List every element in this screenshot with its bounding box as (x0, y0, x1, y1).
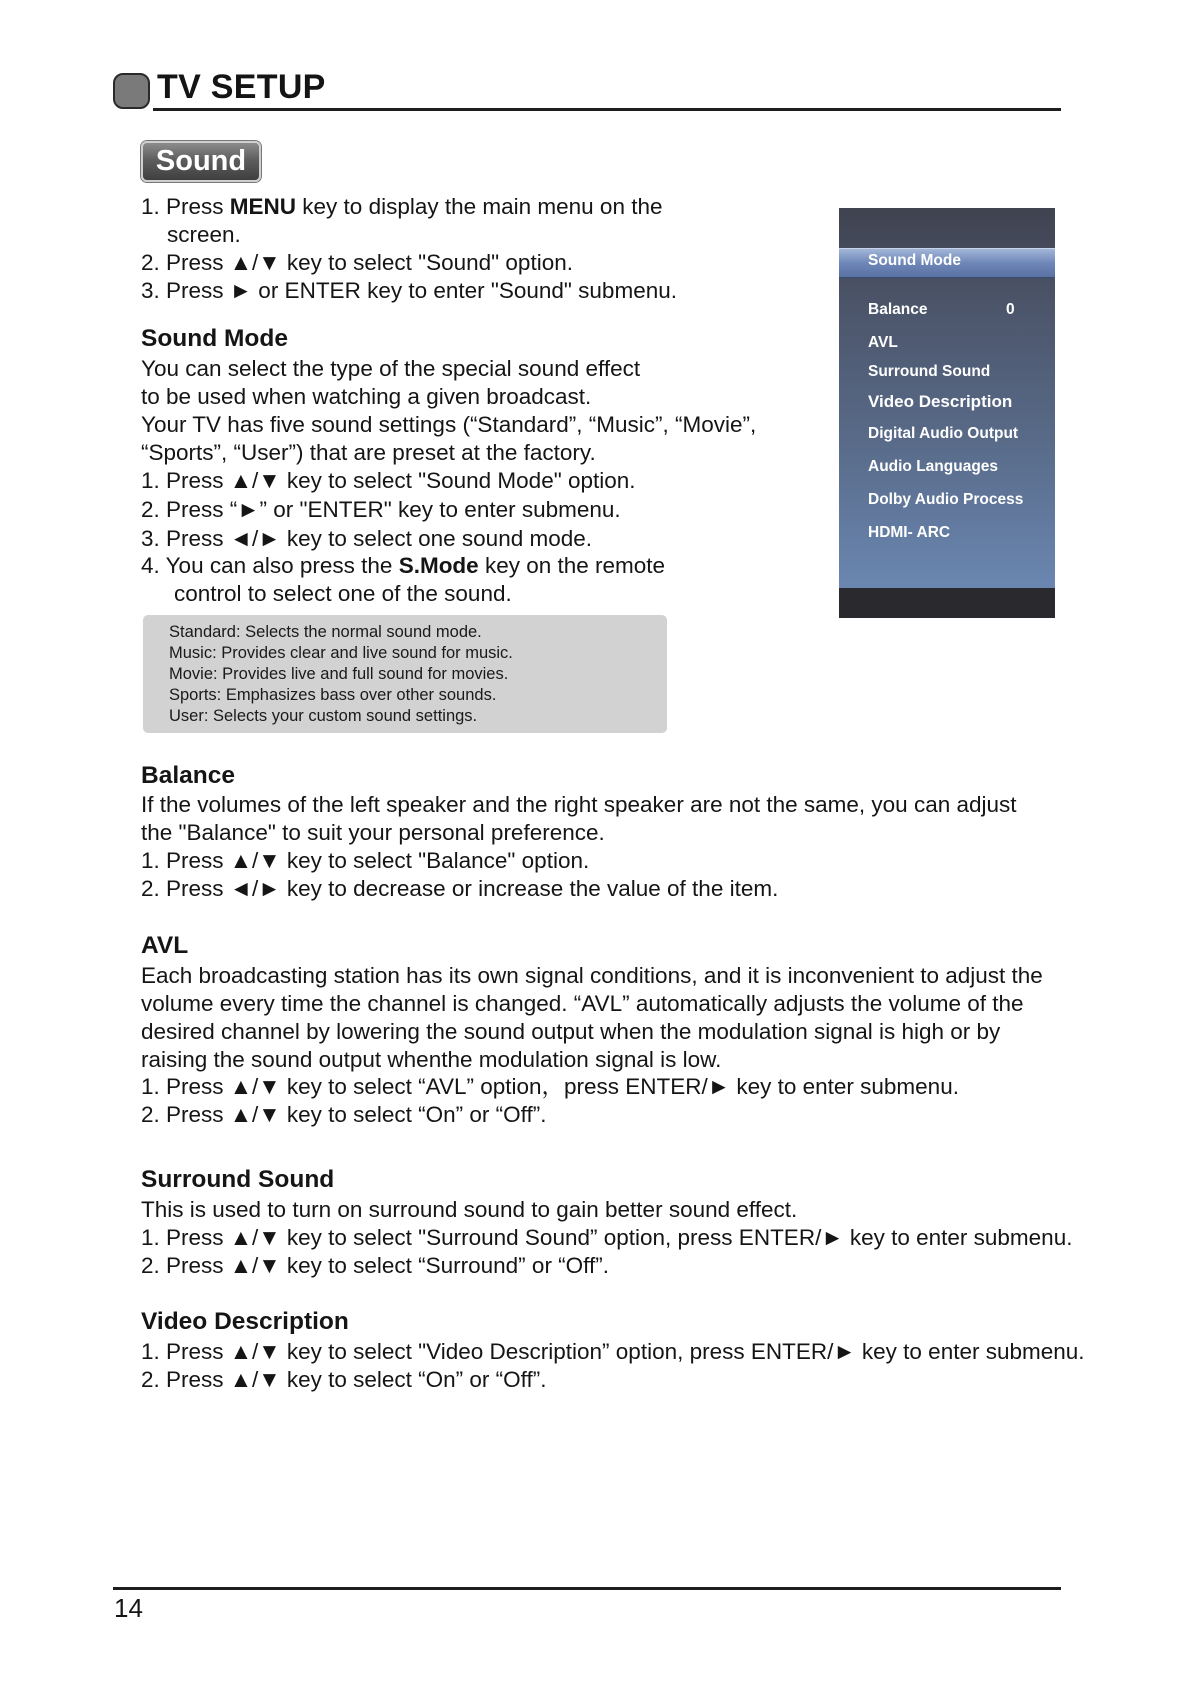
page-title: TV SETUP (157, 68, 326, 106)
note-line-standard: Standard: Selects the normal sound mode. (169, 623, 482, 641)
avl-line: volume every time the channel is changed. “AVL” automatically adjusts the volume of the (141, 991, 1024, 1016)
tv-menu-bottom-bar (839, 588, 1055, 618)
balance-step-1: 1. Press ▲/▼ key to select "Balance" option. (141, 848, 590, 873)
avl-line: raising the sound output whenthe modulation signal is low. (141, 1047, 722, 1072)
tv-menu-item-dolby-audio-process: Dolby Audio Process (868, 491, 1024, 508)
tv-menu-item-audio-languages: Audio Languages (868, 458, 999, 475)
tv-menu-item-avl: AVL (868, 334, 898, 351)
intro-step-1: 1. Press MENU key to display the main menu on the (141, 194, 663, 219)
surround-line: This is used to turn on surround sound to gain better sound effect. (141, 1197, 798, 1222)
sound-mode-line: You can select the type of the special sound effect (141, 356, 641, 381)
heading-avl: AVL (141, 932, 189, 959)
balance-line: If the volumes of the left speaker and the right speaker are not the same, you can adjust (141, 792, 1017, 817)
intro-step-3: 3. Press ► or ENTER key to enter "Sound" submenu. (141, 278, 677, 303)
sound-mode-step-4: 4. You can also press the S.Mode key on the remote (141, 553, 666, 578)
sound-mode-step-2: 2. Press “►” or "ENTER" key to enter submenu. (141, 497, 621, 522)
video-description-step-2: 2. Press ▲/▼ key to select “On” or “Off”. (141, 1367, 547, 1392)
balance-line: the "Balance" to suit your personal preference. (141, 820, 605, 845)
sound-mode-line: to be used when watching a given broadcast. (141, 384, 592, 409)
sound-mode-line: “Sports”, “User”) that are preset at the factory. (141, 440, 596, 465)
footer-divider (113, 1587, 1061, 1590)
heading-surround-sound: Surround Sound (141, 1166, 335, 1193)
note-line-music: Music: Provides clear and live sound for music. (169, 644, 513, 662)
balance-step-2: 2. Press ◄/► key to decrease or increase the value of the item. (141, 876, 779, 901)
note-line-user: User: Selects your custom sound settings. (169, 707, 478, 725)
sound-mode-step-3: 3. Press ◄/► key to select one sound mode. (141, 526, 593, 551)
intro-step-2: 2. Press ▲/▼ key to select "Sound" option. (141, 250, 573, 275)
surround-step-1: 1. Press ▲/▼ key to select "Surround Sound” option, press ENTER/► key to enter submenu. (141, 1225, 1073, 1250)
sound-mode-line: Your TV has five sound settings (“Standard”, “Music”, “Movie”, (141, 412, 757, 437)
tv-menu-item-surround-sound: Surround Sound (868, 363, 991, 380)
tv-menu-item-balance: Balance (868, 301, 928, 318)
sound-mode-step-1: 1. Press ▲/▼ key to select "Sound Mode" option. (141, 468, 636, 493)
tv-menu-item-hdmi-arc: HDMI- ARC (868, 524, 951, 541)
avl-line: desired channel by lowering the sound output when the modulation signal is high or by (141, 1019, 1001, 1044)
tv-sound-menu-illustration (839, 208, 1055, 618)
page-number: 14 (114, 1593, 143, 1623)
intro-step-1-cont: screen. (167, 222, 241, 247)
tv-menu-item-digital-audio-output: Digital Audio Output (868, 425, 1019, 442)
header-tab-icon (113, 73, 150, 109)
heading-balance: Balance (141, 762, 235, 789)
tv-menu-balance-value: 0 (1006, 301, 1015, 318)
heading-video-description: Video Description (141, 1308, 349, 1335)
avl-step-2: 2. Press ▲/▼ key to select “On” or “Off”. (141, 1102, 547, 1127)
avl-step-1: 1. Press ▲/▼ key to select “AVL” option，press ENTER/► key to enter submenu. (141, 1074, 959, 1099)
video-description-step-1: 1. Press ▲/▼ key to select "Video Description” option, press ENTER/► key to enter submenu. (141, 1339, 1085, 1364)
avl-line: Each broadcasting station has its own signal conditions, and it is inconvenient to adjust the (141, 963, 1043, 988)
note-line-movie: Movie: Provides live and full sound for movies. (169, 665, 509, 683)
header-divider (153, 108, 1061, 111)
sound-mode-step-4-cont: control to select one of the sound. (174, 581, 512, 606)
tv-menu-item-video-description: Video Description (868, 392, 1013, 411)
tv-menu-item-sound-mode: Sound Mode (868, 252, 961, 269)
note-line-sports: Sports: Emphasizes bass over other sounds. (169, 686, 497, 704)
heading-sound-mode: Sound Mode (141, 325, 288, 352)
surround-step-2: 2. Press ▲/▼ key to select “Surround” or “Off”. (141, 1253, 610, 1278)
section-badge: Sound (141, 141, 261, 182)
